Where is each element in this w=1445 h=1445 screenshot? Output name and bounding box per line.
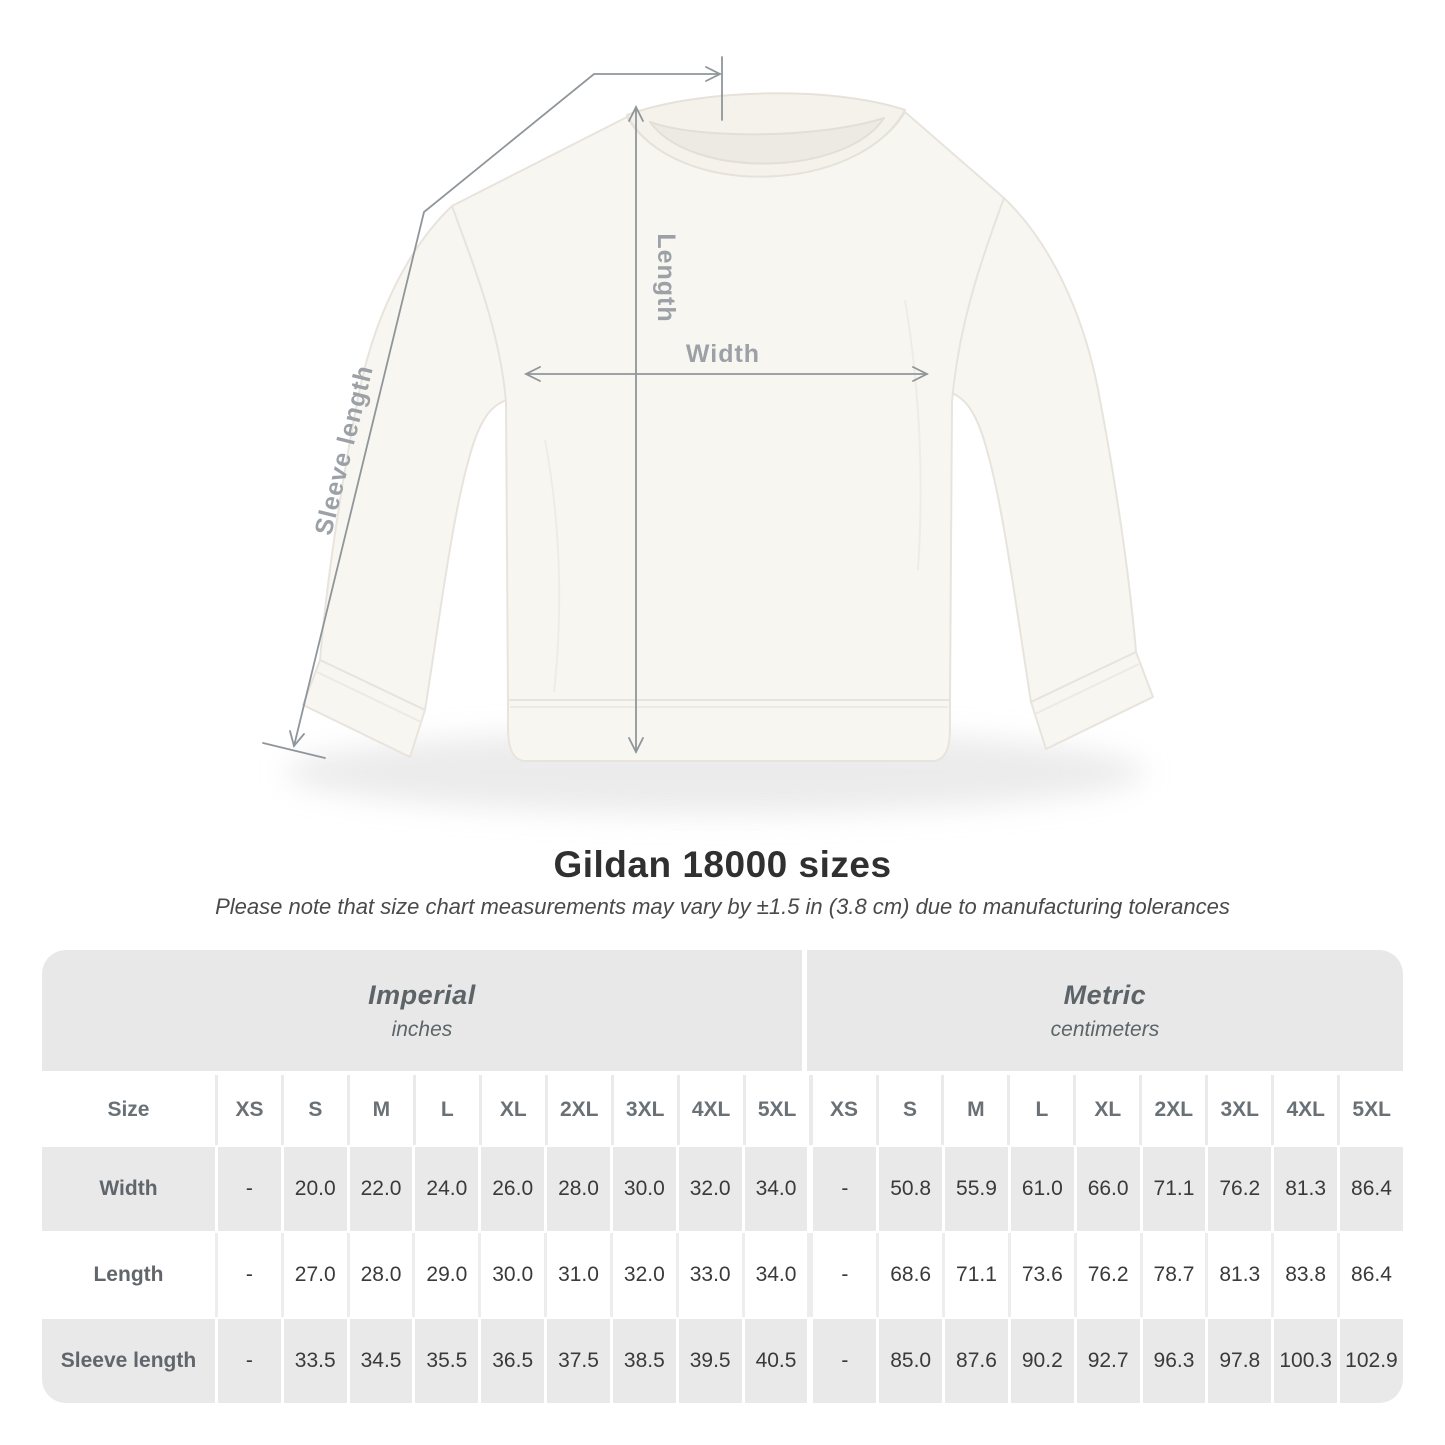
cell: 33.0	[676, 1233, 742, 1317]
cell: 30.0	[610, 1147, 676, 1231]
metric-size-header: 2XL	[1139, 1075, 1205, 1145]
cell: 40.5	[742, 1319, 808, 1403]
row-label: Width	[42, 1147, 215, 1231]
sleeve-length-label: Sleeve length	[309, 362, 379, 538]
cell: 30.0	[478, 1233, 544, 1317]
imperial-size-header: 2XL	[545, 1075, 611, 1145]
imperial-unit: inches	[391, 1017, 453, 1041]
cell: 27.0	[281, 1233, 347, 1317]
cell: 71.1	[942, 1233, 1008, 1317]
size-corner-header: Size	[42, 1075, 215, 1145]
cell: 71.1	[1140, 1147, 1206, 1231]
metric-size-header: XS	[809, 1075, 876, 1145]
cell: 37.5	[544, 1319, 610, 1403]
cell: 86.4	[1337, 1233, 1403, 1317]
cell: 28.0	[347, 1233, 413, 1317]
cell: 28.0	[544, 1147, 610, 1231]
metric-size-header: S	[876, 1075, 942, 1145]
imperial-size-header: 4XL	[677, 1075, 743, 1145]
cell: 32.0	[610, 1233, 676, 1317]
metric-size-header: M	[941, 1075, 1007, 1145]
sweatshirt-illustration	[303, 93, 1153, 761]
cell: 76.2	[1205, 1147, 1271, 1231]
row-label: Sleeve length	[42, 1319, 215, 1403]
imperial-size-header: XL	[479, 1075, 545, 1145]
imperial-size-header: L	[413, 1075, 479, 1145]
cell: 85.0	[876, 1319, 942, 1403]
cell: 61.0	[1008, 1147, 1074, 1231]
imperial-size-header: 3XL	[611, 1075, 677, 1145]
cell: 35.5	[412, 1319, 478, 1403]
unit-group-header	[42, 950, 1403, 1071]
cell: 36.5	[478, 1319, 544, 1403]
row-label: Length	[42, 1233, 215, 1317]
cell: 87.6	[942, 1319, 1008, 1403]
cell: -	[215, 1147, 281, 1231]
cell: 96.3	[1140, 1319, 1206, 1403]
cell: 97.8	[1205, 1319, 1271, 1403]
metric-size-header: L	[1007, 1075, 1073, 1145]
cell: 83.8	[1271, 1233, 1337, 1317]
imperial-size-header: 5XL	[743, 1075, 809, 1145]
imperial-size-header: XS	[215, 1075, 281, 1145]
metric-title: Metric	[1063, 979, 1147, 1010]
cell: 33.5	[281, 1319, 347, 1403]
cell: 92.7	[1074, 1319, 1140, 1403]
imperial-title: Imperial	[368, 979, 476, 1010]
cell: 22.0	[347, 1147, 413, 1231]
cell: -	[215, 1233, 281, 1317]
width-label: Width	[685, 340, 761, 368]
cell: 20.0	[281, 1147, 347, 1231]
cell: 50.8	[876, 1147, 942, 1231]
cell: 81.3	[1271, 1147, 1337, 1231]
cell: 102.9	[1337, 1319, 1403, 1403]
cell: 78.7	[1140, 1233, 1206, 1317]
cell: 86.4	[1337, 1147, 1403, 1231]
imperial-size-header: M	[347, 1075, 413, 1145]
cell: -	[807, 1147, 876, 1231]
metric-size-header: 4XL	[1271, 1075, 1337, 1145]
length-label: Length	[652, 233, 680, 323]
cell: -	[215, 1319, 281, 1403]
table-row-sleeve-length	[42, 1319, 1403, 1403]
cell: 39.5	[676, 1319, 742, 1403]
size-header-row	[42, 1075, 1403, 1145]
cell: 38.5	[610, 1319, 676, 1403]
cell: -	[807, 1319, 876, 1403]
table-row-length	[42, 1233, 1403, 1317]
cell: 81.3	[1205, 1233, 1271, 1317]
tolerance-note: Please note that size chart measurements may vary by ±1.5 in (3.8 cm) due to manufacturing tolerances	[215, 894, 1230, 919]
cell: 34.5	[347, 1319, 413, 1403]
cell: 76.2	[1074, 1233, 1140, 1317]
imperial-group-header	[42, 950, 802, 1071]
cell: 34.0	[742, 1147, 808, 1231]
metric-size-header: 5XL	[1337, 1075, 1403, 1145]
metric-size-header: 3XL	[1205, 1075, 1271, 1145]
cell: 55.9	[942, 1147, 1008, 1231]
cell: 24.0	[412, 1147, 478, 1231]
cell: 68.6	[876, 1233, 942, 1317]
size-table	[42, 950, 1403, 1403]
cell: 90.2	[1008, 1319, 1074, 1403]
cell: -	[807, 1233, 876, 1317]
metric-size-header: XL	[1073, 1075, 1139, 1145]
cell: 29.0	[412, 1233, 478, 1317]
cell: 31.0	[544, 1233, 610, 1317]
cell: 32.0	[676, 1147, 742, 1231]
cell: 100.3	[1271, 1319, 1337, 1403]
metric-unit: centimeters	[1050, 1017, 1160, 1041]
table-row-width	[42, 1147, 1403, 1231]
cell: 26.0	[478, 1147, 544, 1231]
imperial-size-header: S	[281, 1075, 347, 1145]
cell: 66.0	[1074, 1147, 1140, 1231]
cell: 34.0	[742, 1233, 808, 1317]
page-title: Gildan 18000 sizes	[553, 844, 892, 885]
cell: 73.6	[1008, 1233, 1074, 1317]
metric-group-header	[807, 950, 1403, 1071]
